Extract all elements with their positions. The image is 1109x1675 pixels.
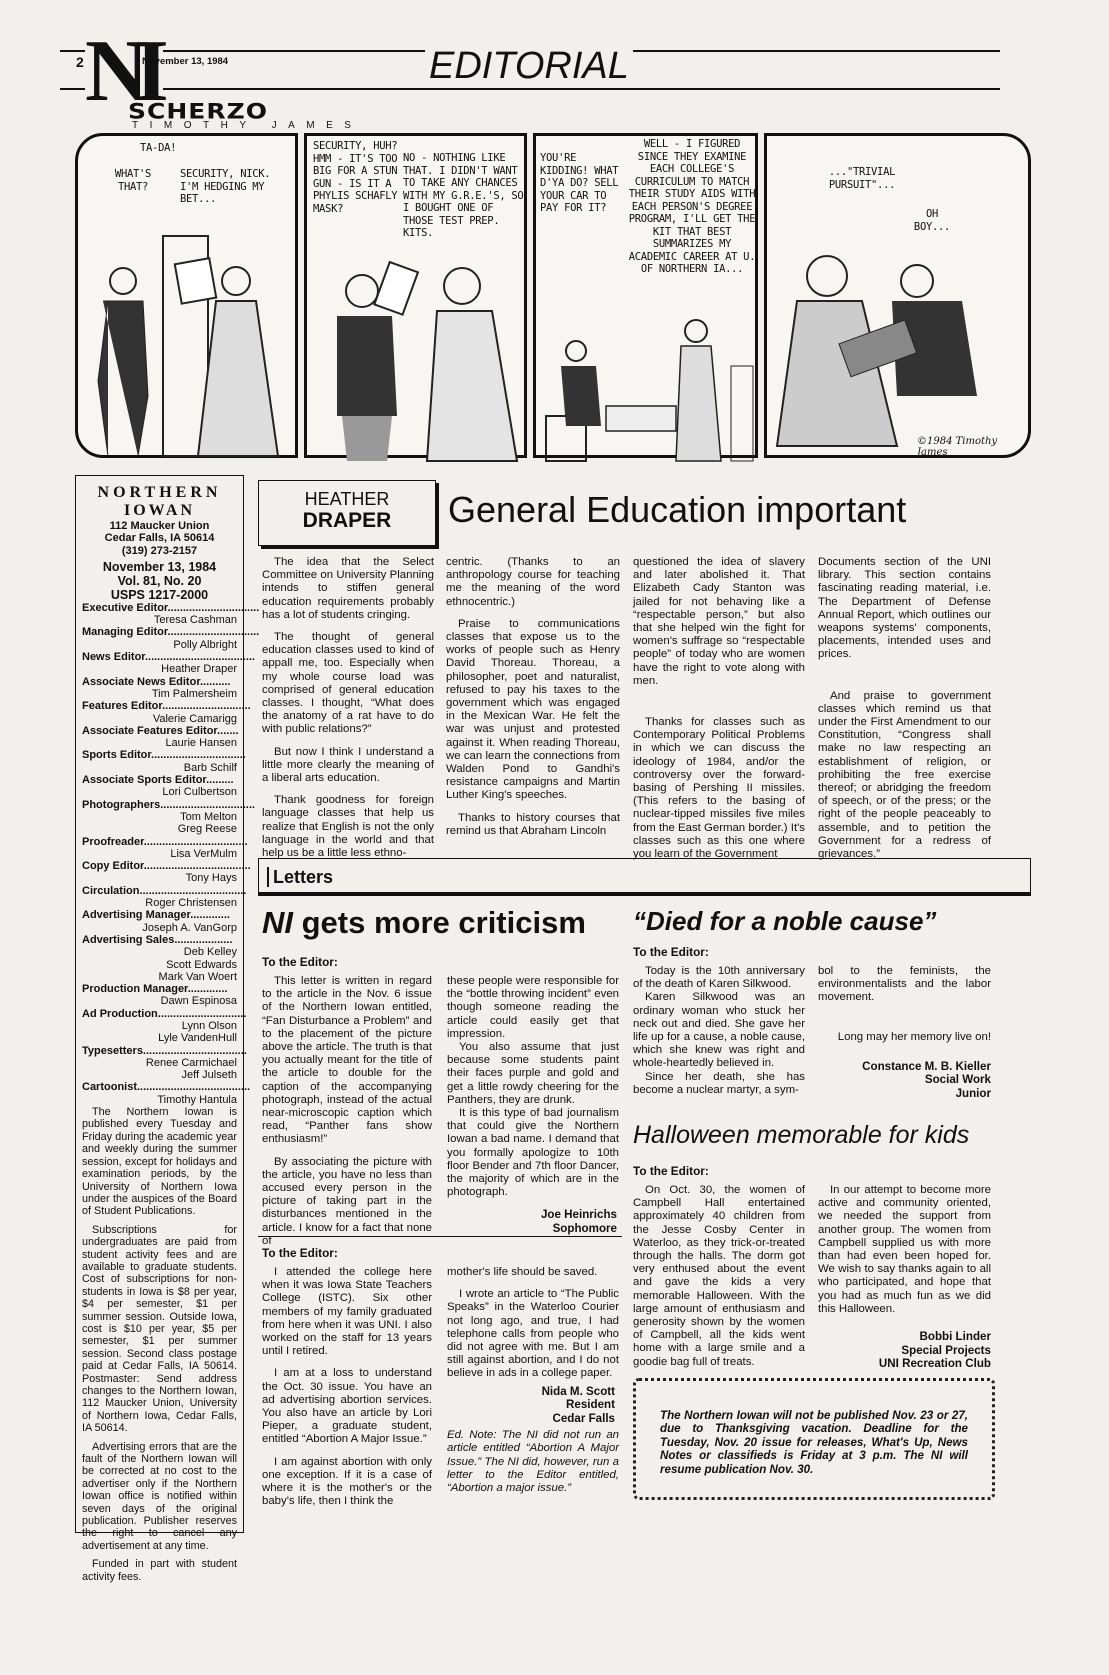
- staff-role: Sports Editor...............................: [82, 749, 246, 762]
- address: Cedar Falls, IA 50614: [104, 532, 215, 545]
- staff-list: [82, 601, 260, 1106]
- letters-label: Letters: [267, 867, 333, 887]
- volume: Vol. 81, No. 20: [117, 573, 202, 588]
- staff-role: Advertising Manager.............: [82, 909, 230, 922]
- staff-role: Proofreader..................................: [82, 835, 248, 848]
- staff-name: Mark Van Woert: [158, 970, 237, 983]
- speech-balloon: WHAT'S THAT?: [114, 168, 152, 193]
- speech-balloon: YOU'RE KIDDING! WHAT D'YA DO? SELL YOUR CAR TO PAY FOR IT?: [540, 152, 619, 214]
- page-number: 2: [76, 54, 84, 70]
- signature-title: UNI Recreation Club: [878, 1357, 991, 1371]
- paragraph: Long may her memory live on!: [837, 1030, 991, 1043]
- paragraph: But now I think I understand a little more clearly the meaning of a liberal arts education.: [262, 745, 434, 785]
- paragraph: I am against abortion with only one exception. If it is a case of where it is the mother's or the baby's life, then I think the: [262, 1455, 432, 1508]
- staffbox-paragraph: Funded in part with student activity fees.: [82, 1558, 237, 1583]
- staff-name: Lyle VandenHull: [158, 1032, 237, 1045]
- comic-author: TIMOTHY JAMES: [132, 120, 363, 131]
- phone: (319) 273-2157: [121, 544, 198, 557]
- comic-art: [78, 206, 298, 456]
- signature-name: Nida M. Scott: [541, 1384, 615, 1398]
- staff-role: Associate Features Editor.......: [82, 724, 239, 737]
- paragraph: You also assume that just because some students paint their faces purple and gold and get a little rowdy cheering for the Panthers, they are drunk.: [447, 1041, 619, 1106]
- staff-role: Advertising Sales...................: [82, 933, 233, 946]
- salutation: To the Editor:: [262, 955, 338, 969]
- staff-name: Scott Edwards: [166, 958, 237, 971]
- headline-italic: NI: [262, 905, 293, 940]
- paragraph: Praise to communications classes that expose us to the works of people such as Henry David Thoreau. Thoreau, a philosopher, poet and naturalist, refused to pay his taxes to the government which was engaged in the Mexican War. He felt the war was unjust and protested against it. When reading Thoreau, we can learn the connections from Walden Pond to Gandhi's resistance campaigns and Martin Luther King's speeches.: [446, 617, 620, 802]
- speech-balloon: WELL - I FIGURED SINCE THEY EXAMINE EACH COLLEGE'S CURRICULUM TO MATCH THEIR STUDY AIDS WITH EACH PERSON'S DEGREE PROGRAM, I'LL GET THE KIT THAT BEST SUMMARIZES MY ACADEMIC CAREER AT U. OF NORTHERN IA...: [628, 138, 756, 275]
- letter4-column-2: [818, 1184, 991, 1371]
- staff-name: Tony Hays: [185, 872, 237, 885]
- paragraph: Thank goodness for foreign language classes that help us realize that English is not the only language in the world and that help us be a little less ethno-: [262, 794, 434, 860]
- comic-art: [767, 246, 1032, 446]
- staff-role: Copy Editor...................................: [82, 860, 251, 873]
- letter4-column-1: [633, 1184, 805, 1378]
- staff-name: Tom Melton: [180, 810, 237, 823]
- letter-headline: [262, 904, 586, 942]
- comic-panel-2: [304, 133, 527, 458]
- letter-headline: Halloween memorable for kids: [633, 1121, 970, 1149]
- paragraph: It is this type of bad journalism that could give the Northern Iowan a bad name. I demand that you formally apologize to 10th floor Bender and 7th floor Dancer, the majority of which are in the photograph.: [447, 1107, 619, 1199]
- paragraph: On Oct. 30, the women of Campbell Hall entertained approximately 40 children from the Jesse Cosby Center in Waterloo, as they trick-or-treated through the halls. The dorm got very enthused about the event and gave the kids a very memorable Halloween. With the large amount of enthusiasm and generosity shown by the women of Campbell, all the kids went home with a large smile and a goodie bag full of treats.: [633, 1184, 805, 1368]
- issue-date: November 13, 1984: [142, 56, 229, 67]
- letter-headline: “Died for a noble cause”: [633, 906, 937, 936]
- staff-role: Production Manager.............: [82, 983, 228, 996]
- staff-name: Polly Albright: [173, 638, 237, 651]
- byline-first: HEATHER: [304, 489, 390, 509]
- usps: USPS 1217-2000: [110, 587, 209, 602]
- paragraph: Documents section of the UNI library. This section contains fascinating reading material, i.e. The Department of Defense Annual Report, which outlines our weapons systems' components, placements, intended uses and prices.: [818, 556, 991, 661]
- comic-art: [307, 246, 527, 461]
- letter1-column-2: [447, 975, 619, 1235]
- staff-name: Laurie Hansen: [165, 737, 237, 750]
- staffbox-paragraph: Advertising errors that are the fault of the Northern Iowan will be corrected at no cost to the advertiser only if the Northern Iowan office is notified within seven days of the original publication. Publisher reserves the right to cancel any advertisement at any time.: [82, 1440, 237, 1552]
- staff-role: Managing Editor..............................: [82, 626, 260, 639]
- paragraph: This letter is written in regard to the article in the Nov. 6 issue of the Northern Iowan entitled, “Fan Disturbance a Problem” and to the placement of the picture above the article. The truth is that you actually meant for the title of the article to double for the caption of the accompanying photograph, instead of the actual near-microscopic caption which read, “Panther fans show enthusiasm!”: [262, 975, 432, 1146]
- staff-name: Lisa VerMulm: [170, 847, 237, 860]
- headline-text: gets more criticism: [293, 905, 586, 940]
- staffbox-paragraph: Subscriptions for undergraduates are paid from student activity fees and are available to graduate students. Cost of subscriptions for non-students in Iowa is $8 per year, $4 per semester, $1 per summer session. Outside Iowa, cost is $10 per year, $5 per semester, $1 per summer session. Second class postage paid at Cedar Falls, IA 50614. Postmaster: Send address changes to the Northern Iowan, 112 Maucker Union, University of Northern Iowa, Cedar Falls, IA 50614.: [82, 1223, 237, 1435]
- letter3-column-1: [633, 965, 805, 1097]
- staff-name: Roger Christensen: [145, 897, 237, 910]
- staff-role: Typesetters..................................: [82, 1044, 247, 1057]
- paper-name: IOWAN: [123, 502, 195, 519]
- staff-name: Teresa Cashman: [153, 614, 237, 627]
- speech-balloon: SECURITY, HUH? HMM - IT'S TOO BIG FOR A STUN GUN - IS IT A PHYLIS SCHAFLY MASK?: [313, 140, 398, 215]
- paragraph: And praise to government classes which remind us that under the First Amendment to our Constitution, “Congress shall make no law respecting an establishment of religion, or prohibiting the free exercise thereof; or abridging the freedom of speech, or of the press; or the right of the people peaceably to assemble, and to petition the Government for a redress of grievances.”: [818, 689, 991, 861]
- publication-info: [82, 1106, 237, 1583]
- signature-title: Social Work: [924, 1073, 991, 1087]
- staffbox-date: November 13, 1984: [102, 559, 217, 574]
- paragraph: I attended the college here when it was Iowa State Teachers College (ISTC). Six other members of my family graduated from here when it was UNI. I also worked on the staff for 13 years until I retired.: [262, 1266, 432, 1358]
- staff-role: Associate Sports Editor.........: [82, 774, 234, 787]
- paragraph: mother's life should be saved.: [447, 1266, 598, 1278]
- comic-title: SCHERZO: [128, 99, 268, 124]
- letter2-column-2: [447, 1266, 619, 1504]
- comic-panel-1: [75, 133, 298, 458]
- ni-logo: NI: [85, 24, 163, 119]
- paragraph: I am at a loss to understand the Oct. 30 issue. You have an ad advertising abortion services. You also have an article by Lori Pieper, a graduate student, entitled “Abortion A Major Issue.”: [262, 1367, 432, 1446]
- paragraph: The thought of general education classes used to kind of appall me, too. Especially when my whole course load was comprised of general education classes. I thought, “What does the anatomy of a rat have to do with public relations?”: [262, 631, 434, 736]
- cartoonist-signature: ©1984 Timothy James: [917, 436, 998, 458]
- staff-name: Lori Culbertson: [162, 786, 237, 799]
- notice-text: The Northern Iowan will not be published Nov. 23 or 27, due to Thanksgiving vacation. Deadline for the Tuesday, Nov. 20 issue for releases, What's Up, News Notes or classifieds is Friday at 3 p.m. The NI will resume publication Nov. 30.: [660, 1409, 968, 1476]
- editorial-column-1: [262, 556, 434, 869]
- staffbox-paragraph: The Northern Iowan is published every Tuesday and Friday during the academic year and weekly during the summer session, except for holidays and examination periods, by the University of Northern Iowa under the auspices of the Board of Student Publications.: [82, 1106, 237, 1218]
- comic-panel-4: [764, 133, 1031, 458]
- signature-name: Constance M. B. Kieller: [862, 1059, 991, 1073]
- staff-role: News Editor....................................: [82, 651, 255, 664]
- comic-panel-3: [533, 133, 758, 458]
- editorial-column-2: [446, 556, 620, 847]
- staff-name: Heather Draper: [161, 663, 237, 676]
- paragraph: The idea that the Select Committee on University Planning intends to stiffen general education requirements probably has a lot of students cringing.: [262, 556, 434, 621]
- staff-role: Executive Editor..............................: [82, 601, 260, 614]
- staff-name: Jeff Julseth: [181, 1069, 237, 1082]
- staff-name: Renee Carmichael: [145, 1056, 237, 1069]
- speech-balloon: NO - NOTHING LIKE THAT. I DIDN'T WANT TO TAKE ANY CHANCES WITH MY G.R.E.'S, SO I BOUGHT ONE OF THOSE TEST PREP. KITS.: [403, 152, 524, 239]
- staff-name: Valerie Camarigg: [152, 712, 237, 725]
- salutation: To the Editor:: [633, 945, 709, 959]
- signature-title: Cedar Falls: [552, 1411, 615, 1425]
- staff-name: Timothy Hantula: [157, 1093, 237, 1106]
- section-title: EDITORIAL: [425, 44, 633, 88]
- staff-role: Circulation...................................: [82, 884, 247, 897]
- signature-title: Special Projects: [901, 1343, 991, 1357]
- paragraph: Since her death, she has become a nuclear martyr, a sym-: [633, 1070, 805, 1096]
- paper-name: NORTHERN: [97, 484, 222, 501]
- signature-title: Sophomore: [552, 1221, 617, 1235]
- speech-balloon: SECURITY, NICK. I'M HEDGING MY BET...: [180, 168, 271, 205]
- divider: [258, 1236, 622, 1237]
- paragraph: In our attempt to become more active and community oriented, we needed the support from another group. The women from Campbell supplied us with more than had even been hoped for. We wish to say thanks again to all who participated, and hope that you had as much fun as we did this Halloween.: [818, 1184, 991, 1315]
- paragraph: Thanks to history courses that remind us that Abraham Lincoln: [446, 811, 620, 837]
- staff-name: Barb Schilf: [183, 761, 237, 774]
- signature-title: Junior: [955, 1086, 991, 1100]
- speech-balloon: ..."TRIVIAL PURSUIT"...: [828, 166, 896, 191]
- signature-name: Joe Heinrichs: [540, 1208, 617, 1222]
- editor-note: Ed. Note: The NI did not run an article entitled “Abortion A Major Issue.” The NI did, however, run a letter to the Editor entitled, “Abortion a major issue.”: [447, 1429, 619, 1494]
- salutation: To the Editor:: [633, 1164, 709, 1178]
- staff-name: Joseph A. VanGorp: [142, 921, 237, 934]
- byline-last: DRAPER: [302, 509, 392, 532]
- paragraph: Karen Silkwood was an ordinary woman who stuck her neck out and died. She gave her life up for a cause, a noble cause, which she knew was right and whole-heartedly believed in.: [633, 991, 805, 1070]
- paragraph: I wrote an article to “The Public Speaks” in the Waterloo Courier not long ago, and true, I had telephone calls from people who did not agree with me. But I am still against abortion, and I do not believe in ads in a college paper.: [447, 1288, 619, 1380]
- paragraph: Thanks for classes such as Contemporary Political Problems in which we can discuss the ideology of 1984, and/or the controversy over the forward-basing of Pershing II missiles. (This refers to the basing of nuclear-tipped missiles five miles from the East German border.) It's classes such as this one where you learn of the Government: [633, 716, 805, 861]
- letters-bar: [258, 858, 1031, 896]
- notice-box: [633, 1378, 995, 1500]
- staff-box: [75, 475, 260, 1583]
- staff-role: Ad Production.............................: [82, 1007, 247, 1020]
- paragraph: Today is the 10th anniversary of the death of Karen Silkwood.: [633, 965, 805, 991]
- paragraph: questioned the idea of slavery and later abolished it. That Elizabeth Cady Stanton was jailed for not behaving like a “respectable person,” but also that she helped win the fight for women's suffrage so “respectable people” of today who are women have the right to vote along with men.: [633, 556, 805, 687]
- editorial-headline: General Education important: [448, 489, 907, 530]
- staff-name: Deb Kelley: [183, 946, 237, 959]
- staff-name: Dawn Espinosa: [160, 995, 237, 1008]
- salutation: To the Editor:: [262, 1246, 338, 1260]
- paragraph: these people were responsible for the “bottle throwing incident” even though someone reading the article could easily get that impression.: [447, 975, 619, 1040]
- comic-art: [536, 296, 758, 461]
- signature-name: Bobbi Linder: [919, 1330, 991, 1344]
- staff-role: Features Editor.............................: [82, 700, 251, 713]
- speech-balloon: OH BOY...: [913, 208, 951, 233]
- staff-role: Cartoonist.....................................: [82, 1081, 251, 1094]
- address: 112 Maucker Union: [109, 520, 210, 532]
- signature-title: Resident: [566, 1398, 615, 1412]
- speech-balloon: TA-DA!: [140, 142, 177, 154]
- paragraph: bol to the feminists, the environmentalists and the labor movement.: [818, 965, 991, 1004]
- staff-name: Greg Reese: [177, 823, 237, 836]
- letter2-column-1: [262, 1266, 432, 1517]
- staff-role: Photographers...............................: [82, 798, 255, 811]
- masthead-rule-bottom: [60, 88, 1000, 90]
- staff-role: Associate News Editor..........: [82, 675, 231, 688]
- byline-box: [258, 480, 436, 546]
- editorial-column-4: [818, 556, 991, 870]
- letter1-column-1: [262, 975, 432, 1257]
- staff-name: Lynn Olson: [181, 1019, 237, 1032]
- editorial-column-3: [633, 556, 805, 870]
- paragraph: centric. (Thanks to an anthropology course for teaching me the meaning of the word ethnocentric.): [446, 556, 620, 608]
- staff-name: Tim Palmersheim: [151, 687, 237, 700]
- letter3-column-2: [818, 965, 991, 1100]
- paragraph: By associating the picture with the article, you have no less than accused every person in the picture of taking part in the disturbances mentioned in the article. I know for a fact that none of: [262, 1155, 432, 1247]
